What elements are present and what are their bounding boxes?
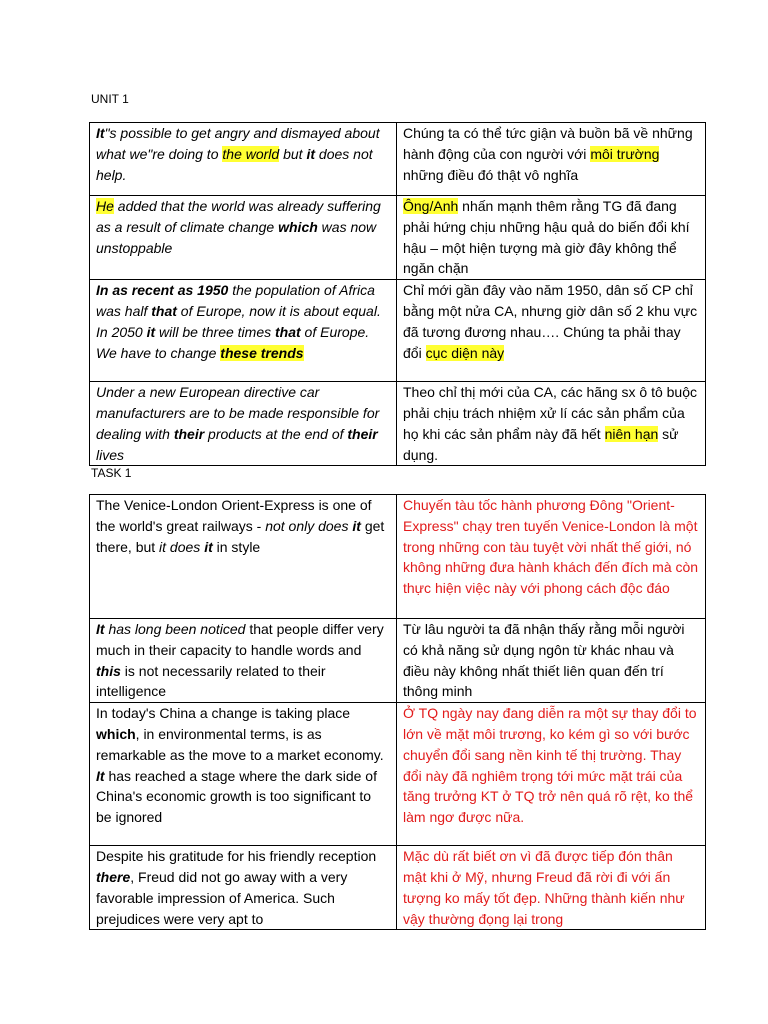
text-segment: Chuyến tàu tốc hành phương Đông "Orient-Express" chạy tren tuyến Venice-London là một trong những con tàu tuyệt vời nhất thế giới, nó không những đưa hành khách đến đích mà còn thực hiện việc này với phong cách độc đáo xyxy=(403,497,699,597)
text-segment: this xyxy=(96,662,121,679)
text-segment: will be three times xyxy=(155,323,275,340)
english-cell xyxy=(90,382,397,466)
table-row xyxy=(90,703,706,846)
text-segment: has long been noticed xyxy=(104,621,246,637)
text-segment: it xyxy=(204,538,213,555)
text-segment: which xyxy=(96,725,136,742)
vietnamese-cell xyxy=(397,382,706,466)
text-segment: Theo chỉ thị mới của CA, các hãng sx ô tô buộc phải chịu trách nhiệm xử lí các sản phẩm của họ khi các sản phẩm này đã hết xyxy=(403,384,697,442)
table-row xyxy=(90,280,706,382)
table-row xyxy=(90,619,706,703)
vietnamese-cell xyxy=(397,495,706,619)
english-cell xyxy=(90,703,397,846)
text-segment: Từ lâu người ta đã nhận thấy rằng mỗi người có khả năng sử dụng ngôn từ khác nhau và điều này không nhất thiết liên quan đến trí thông minh xyxy=(403,621,685,700)
text-segment: but xyxy=(279,145,307,162)
text-segment: it xyxy=(352,517,361,534)
text-segment: "s possible to get angry and dismayed about what we"re doing to xyxy=(96,125,380,162)
english-cell xyxy=(90,495,397,619)
text-segment: that xyxy=(151,302,177,319)
text-segment: Under a new European directive car manufacturers are to be made responsible for dealing with xyxy=(96,384,380,442)
text-segment: The Venice-London Orient-Express is one of the world's great railways - xyxy=(96,497,372,534)
text-segment: has reached a stage where the dark side of China's economic growth is too significant to be ignored xyxy=(96,767,377,826)
text-segment: was now unstoppable xyxy=(96,218,377,256)
text-segment: that people differ very much in their capacity to handle words and xyxy=(96,621,384,658)
table-row xyxy=(90,196,706,280)
text-segment: in style xyxy=(212,538,261,555)
text-segment: the population of Africa was half xyxy=(96,282,375,319)
text-segment: of Europe, now it is about equal. In 2050 xyxy=(96,302,381,340)
text-segment: Chúng ta có thể tức giận và buồn bã về những hành động của con người với xyxy=(403,125,693,162)
unit-translation-table xyxy=(89,122,706,466)
highlighted-text: these trends xyxy=(220,344,304,361)
vietnamese-cell xyxy=(397,196,706,280)
text-segment: which xyxy=(278,218,318,235)
english-cell xyxy=(90,846,397,930)
table-row xyxy=(90,382,706,466)
text-segment: products at the end of xyxy=(204,425,348,442)
vietnamese-cell xyxy=(397,280,706,382)
text-segment: there xyxy=(96,868,131,885)
text-segment: , Freud did not go away with a very favorable impression of America. Such prejudices were very apt to xyxy=(96,868,348,927)
text-segment: of Europe. We have to change xyxy=(96,323,370,361)
text-segment: their xyxy=(347,425,378,442)
text-segment: it xyxy=(306,145,316,162)
table-row xyxy=(90,123,706,196)
english-cell xyxy=(90,123,397,196)
text-segment: that xyxy=(275,323,301,340)
text-segment: , in environmental terms, is as remarkable as the move to a market economy. xyxy=(96,725,384,763)
highlighted-text: niên hạn xyxy=(604,425,659,442)
english-cell xyxy=(90,619,397,703)
highlighted-text: Ông/Anh xyxy=(403,198,459,214)
text-segment: their xyxy=(173,425,205,442)
highlighted-text: cục diện này xyxy=(425,344,505,361)
task-translation-table xyxy=(89,494,706,930)
vietnamese-cell xyxy=(397,123,706,196)
english-cell xyxy=(90,280,397,382)
highlighted-text: môi trường xyxy=(590,145,660,162)
text-segment: It xyxy=(96,767,105,784)
text-segment: nhấn mạnh thêm rằng TG đã đang phải hứng chịu những hậu quả do biến đổi khí hậu – một hiện tượng mà giờ đây không thể ngăn chặn xyxy=(403,198,690,277)
text-segment: not only does xyxy=(265,517,349,534)
text-segment: Chỉ mới gần đây vào năm 1950, dân số CP chỉ bằng một nửa CA, nhưng giờ dân số 2 khu vực đã tương đương nhau…. Chúng ta phải thay đổi xyxy=(403,282,698,361)
table-row xyxy=(90,846,706,930)
text-segment: get there, but xyxy=(96,517,385,555)
table-row xyxy=(90,495,706,619)
highlighted-text: the world xyxy=(222,145,280,162)
unit-heading: UNIT 1 xyxy=(91,92,129,106)
text-segment: Ở TQ ngày nay đang diễn ra một sự thay đổi to lớn về mặt môi trương, ko kém gì so với bước chuyển đổi sang nền kinh tế thị trường. Thay đổi này đã nghiêm trọng tới mức mặt trái của tăng trưởng KT ở TQ trở nên quá rõ rệt, ko thể làm ngơ được nữa. xyxy=(403,705,697,826)
text-segment: những điều đó thật vô nghĩa xyxy=(403,166,579,183)
english-cell xyxy=(90,196,397,280)
text-segment: added that the world was already suffering as a result of climate change xyxy=(96,198,381,235)
text-segment: Despite his gratitude for his friendly reception xyxy=(96,848,377,865)
task-heading: TASK 1 xyxy=(91,466,132,480)
vietnamese-cell xyxy=(397,619,706,703)
text-segment: it does xyxy=(159,538,201,555)
text-segment: it xyxy=(146,323,156,340)
text-segment: In as recent as 1950 xyxy=(96,282,229,299)
text-segment: It xyxy=(96,125,105,141)
text-segment: does not help. xyxy=(96,145,373,183)
highlighted-text: He xyxy=(96,198,114,214)
text-segment: lives xyxy=(96,446,125,463)
text-segment: In today's China a change is taking place xyxy=(96,705,351,722)
text-segment: Mặc dù rất biết ơn vì đã được tiếp đón thân mật khi ở Mỹ, nhưng Freud đã rời đi với ấn tượng ko mấy tốt đẹp. Những thành kiến như vậy thường đọng lại trong xyxy=(403,848,685,927)
text-segment: sử dụng. xyxy=(403,425,679,463)
text-segment: It xyxy=(96,621,105,637)
text-segment: is not necessarily related to their intelligence xyxy=(96,662,326,700)
vietnamese-cell xyxy=(397,846,706,930)
vietnamese-cell xyxy=(397,703,706,846)
